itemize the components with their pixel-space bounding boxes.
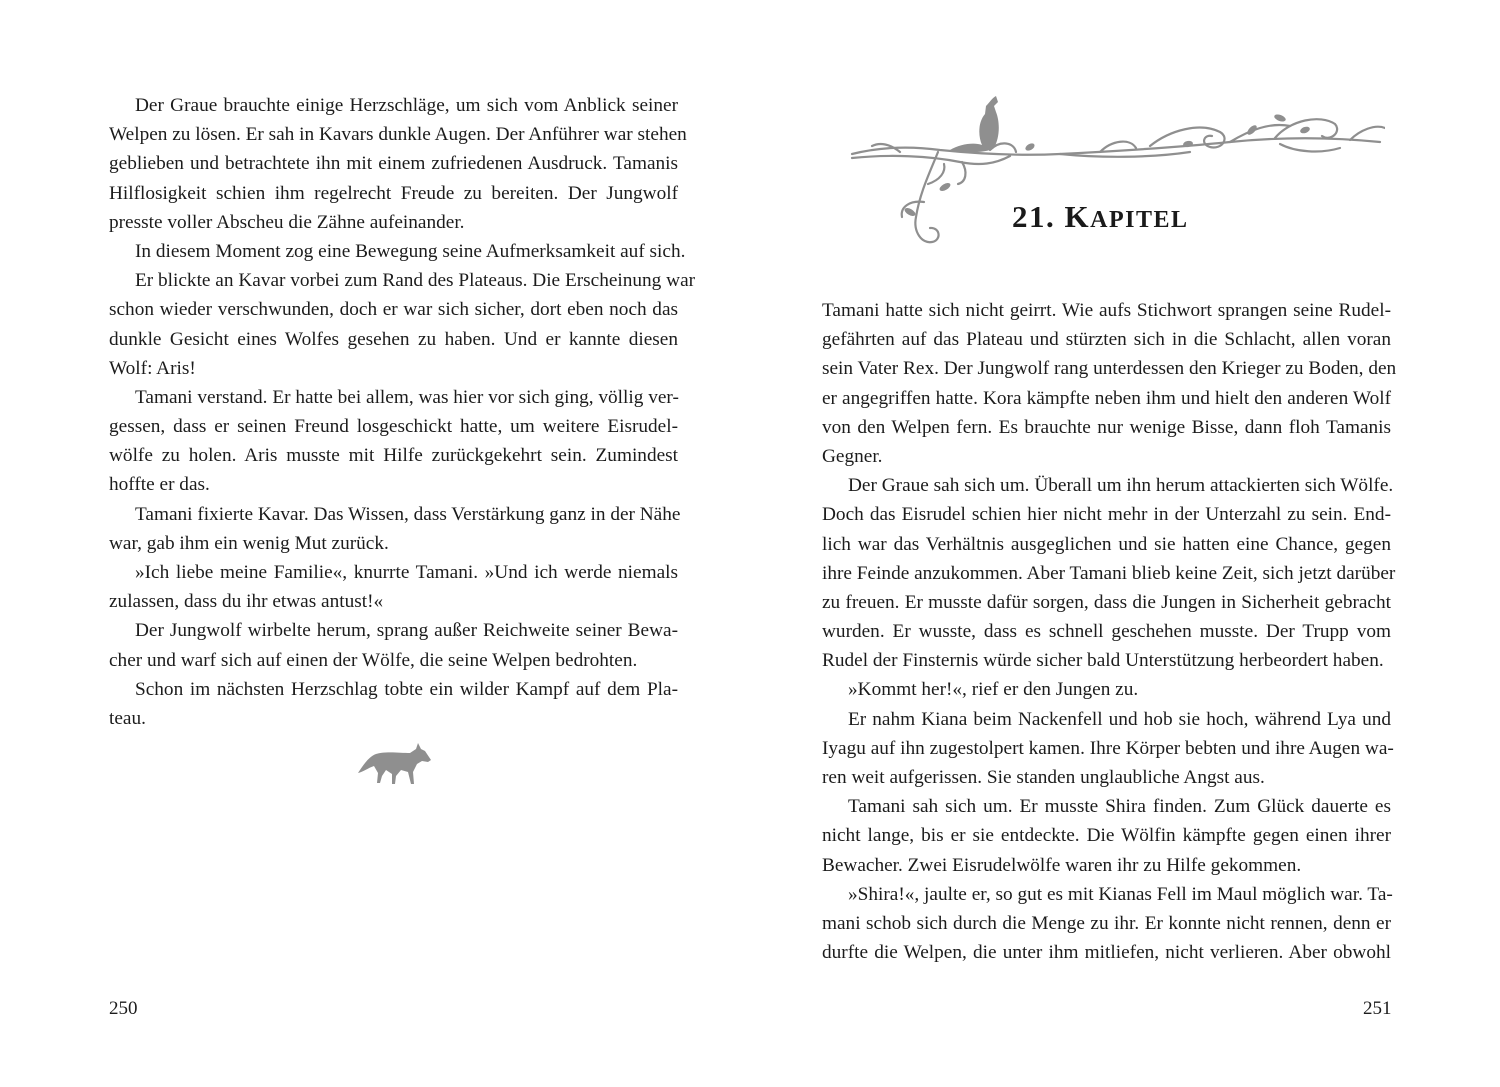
- walking-wolf-ornament-icon: [356, 740, 434, 786]
- text-line: von den Welpen fern. Es brauchte nur wenige Bisse, dann floh Tamanis: [822, 416, 1391, 438]
- text-line: Tamani hatte sich nicht geirrt. Wie aufs Stichwort sprangen seine Rudel-: [822, 300, 1391, 321]
- chapter-title: [1012, 199, 1188, 235]
- text-line: Tamani fixierte Kavar. Das Wissen, dass Verstärkung ganz in der Nähe: [135, 503, 681, 525]
- text-line: Er nahm Kiana beim Nackenfell und hob sie hoch, während Lya und: [848, 708, 1391, 730]
- text-line: ihre Feinde anzukommen. Aber Tamani blieb keine Zeit, sich jetzt darüber: [822, 562, 1396, 584]
- text-line: Der Jungwolf wirbelte herum, sprang außer Reichweite seiner Bewa-: [135, 620, 678, 642]
- text-line: wurden. Er wusste, dass es schnell geschehen musste. Der Trupp vom: [822, 621, 1391, 643]
- right-page-text: [822, 296, 1397, 967]
- text-line: geblieben und betrachtete ihn mit einem zufriedenen Ausdruck. Tamanis: [109, 153, 678, 175]
- page-number: 250: [109, 998, 138, 1019]
- text-line: schon wieder verschwunden, doch er war sich sicher, dort eben noch das: [109, 299, 678, 321]
- chapter-word-initial: K: [1064, 199, 1091, 234]
- text-line: presste voller Abscheu die Zähne aufeinander.: [109, 211, 465, 233]
- text-line: Tamani sah sich um. Er musste Shira finden. Zum Glück dauerte es: [848, 796, 1391, 818]
- page-number: 251: [1363, 998, 1392, 1019]
- text-line: dunkle Gesicht eines Wolfes gesehen zu haben. Und er kannte diesen: [109, 328, 678, 350]
- text-line: Der Graue sah sich um. Überall um ihn herum attackierten sich Wölfe.: [848, 475, 1394, 497]
- text-line: »Shira!«, jaulte er, so gut es mit Kianas Fell im Maul möglich war. Ta-: [848, 883, 1393, 905]
- text-line: war, gab ihm ein wenig Mut zurück.: [109, 532, 389, 554]
- text-line: Iyagu auf ihn zugestolpert kamen. Ihre Körper bebten und ihre Augen wa-: [822, 737, 1394, 759]
- text-line: wölfe zu holen. Aris musste mit Hilfe zurückgekehrt sein. Zumindest: [109, 445, 678, 467]
- text-line: Welpen zu lösen. Er sah in Kavars dunkle Augen. Der Anführer war stehen: [109, 124, 687, 146]
- text-line: In diesem Moment zog eine Bewegung seine Aufmerksamkeit auf sich.: [135, 240, 686, 262]
- text-line: Wolf: Aris!: [109, 357, 196, 379]
- text-line: Hilflosigkeit schien ihm regelrecht Freude zu bereiten. Der Jungwolf: [109, 182, 678, 204]
- text-line: durfte die Welpen, die unter ihm mitliefen, nicht verlieren. Aber obwohl: [822, 942, 1391, 964]
- text-line: mani schob sich durch die Menge zu ihr. Er konnte nicht rennen, denn er: [822, 912, 1391, 934]
- chapter-number: 21.: [1012, 199, 1056, 234]
- text-line: Tamani verstand. Er hatte bei allem, was hier vor sich ging, völlig ver-: [135, 386, 679, 408]
- text-line: Rudel der Finsternis würde sicher bald Unterstützung herbeordert haben.: [822, 650, 1384, 672]
- text-line: nicht lange, bis er sie entdeckte. Die Wölfin kämpfte gegen einen ihrer: [822, 825, 1391, 847]
- text-line: cher und warf sich auf einen der Wölfe, die seine Welpen bedrohten.: [109, 649, 638, 671]
- text-line: teau.: [109, 707, 146, 729]
- text-line: er angegriffen hatte. Kora kämpfte neben ihm und hielt den anderen Wolf: [822, 387, 1391, 409]
- text-line: Der Graue brauchte einige Herzschläge, um sich vom Anblick seiner: [135, 95, 678, 116]
- right-page: [750, 0, 1500, 1087]
- text-line: gessen, dass er seinen Freund losgeschickt hatte, um weitere Eisrudel-: [109, 416, 678, 438]
- text-line: Schon im nächsten Herzschlag tobte ein wilder Kampf auf dem Pla-: [135, 678, 678, 700]
- text-line: sein Vater Rex. Der Jungwolf rang unterdessen den Krieger zu Boden, den: [822, 358, 1397, 380]
- text-line: gefährten auf das Plateau und stürzten sich in die Schlacht, allen voran: [822, 329, 1391, 351]
- text-line: zu freuen. Er musste dafür sorgen, dass die Jungen in Sicherheit gebracht: [822, 591, 1391, 613]
- text-line: hoffte er das.: [109, 474, 210, 496]
- left-page-text: [109, 91, 696, 733]
- text-line: Bewacher. Zwei Eisrudelwölfe waren ihr zu Hilfe gekommen.: [822, 854, 1302, 876]
- text-line: »Ich liebe meine Familie«, knurrte Tamani. »Und ich werde niemals: [135, 562, 678, 583]
- text-line: Er blickte an Kavar vorbei zum Rand des Plateaus. Die Erscheinung war: [135, 270, 696, 292]
- text-line: »Kommt her!«, rief er den Jungen zu.: [848, 679, 1139, 701]
- text-line: lich war das Verhältnis ausgeglichen und sie hatten eine Chance, gegen: [822, 533, 1391, 555]
- text-line: ren weit aufgerissen. Sie standen unglaubliche Angst aus.: [822, 767, 1265, 788]
- text-line: Gegner.: [822, 445, 883, 467]
- text-line: zulassen, dass du ihr etwas antust!«: [109, 591, 384, 613]
- text-line: Doch das Eisrudel schien hier nicht mehr in der Unterzahl zu sein. End-: [822, 504, 1391, 526]
- chapter-word-rest: APITEL: [1090, 207, 1189, 233]
